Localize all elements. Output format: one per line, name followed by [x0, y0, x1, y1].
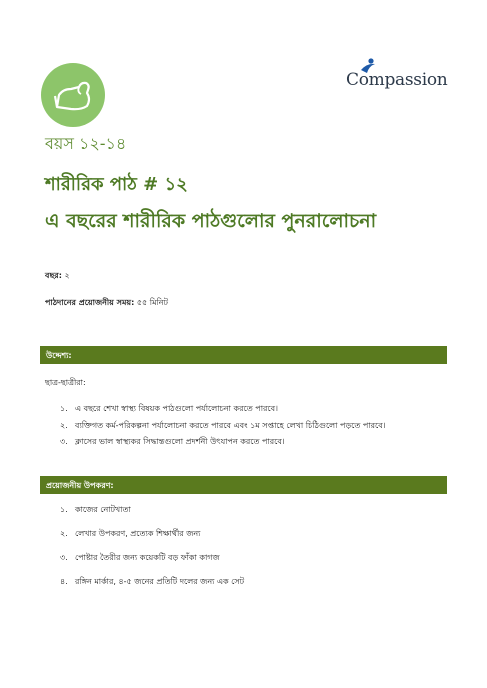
list-item: ৪. রঙ্গিন মার্কার, ৪-৫ জনের প্রতিটি দলের জন্য এক সেট	[60, 577, 245, 586]
year-value: ২	[64, 271, 70, 280]
flexed-arm-icon	[41, 63, 105, 127]
list-item: ১. এ বছরে শেখা স্বাস্থ্য বিষয়ক পাঠগুলো পর্যালোচনা করতে পারবে।	[60, 404, 278, 413]
lesson-subject: শারীরিক পাঠ # ১২	[45, 174, 188, 195]
objectives-list	[60, 403, 386, 453]
list-item: ৩. ক্লাসের ভাল স্বাস্থ্যকর সিদ্ধান্তগুলো প্রদর্শনী উৎযাপন করতে পারবে।	[60, 437, 285, 446]
materials-heading: প্রয়োজনীয় উপকরণ:	[40, 476, 447, 494]
list-item: ২. লেখার উপকরণ, প্রত্যেক শিক্ষার্থীর জন্য	[60, 529, 201, 538]
list-item: ৩. পোষ্টার তৈরীর জন্য কয়েকটি বড় ফাঁকা কাগজ	[60, 553, 220, 562]
objectives-heading: উদ্দেশ্য:	[40, 346, 447, 364]
time-label: পাঠদানের প্রয়োজনীয় সময়:	[45, 298, 135, 307]
age-range: বয়স ১২-১৪	[45, 134, 127, 153]
objectives-intro: ছাত্র-ছাত্রীরা:	[45, 378, 86, 387]
compassion-logo	[346, 58, 446, 94]
year-label: বছর:	[45, 271, 62, 280]
time-line	[45, 297, 168, 310]
year-line	[45, 270, 70, 283]
list-item: ২. ব্যক্তিগত কর্ম-পরিকল্পনা পর্যালোচনা করতে পারবে এবং ১ম সপ্তাহে লেখা চিঠিগুলো পড়তে পারবে।	[60, 420, 386, 430]
materials-list	[60, 504, 244, 600]
list-item: ১. কাজের নোটখাতা	[60, 505, 131, 514]
page-title: এ বছরের শারীরিক পাঠগুলোর পুনরালোচনা	[45, 210, 377, 232]
time-value: ৫৫ মিনিট	[136, 298, 168, 307]
logo-text: Compassion	[346, 70, 448, 90]
